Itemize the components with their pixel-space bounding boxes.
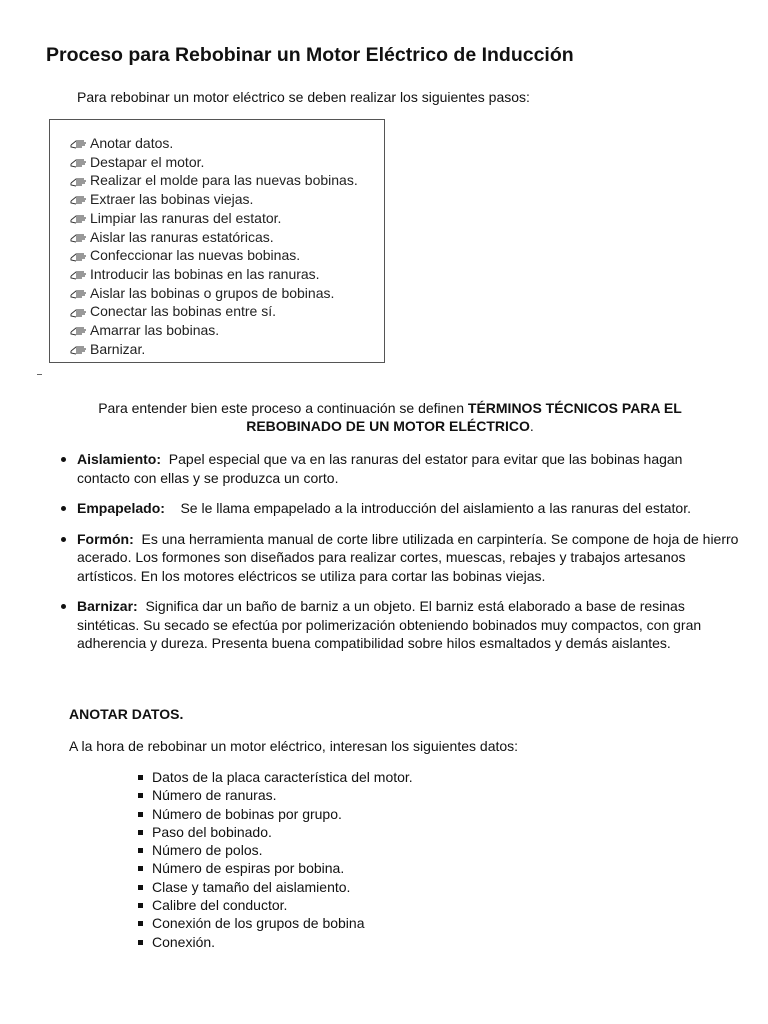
- list-item-label: Conexión de los grupos de bobina: [152, 915, 365, 932]
- step-label: Destapar el motor.: [90, 153, 205, 170]
- step-item: [70, 209, 384, 228]
- square-bullet-icon: [138, 921, 143, 926]
- list-item-label: Calibre del conductor.: [152, 897, 288, 914]
- list-item-label: Número de bobinas por grupo.: [152, 805, 342, 822]
- list-item: [137, 914, 413, 932]
- pointing-hand-icon: [70, 175, 90, 187]
- list-item: [137, 878, 413, 896]
- definition-text: Es una herramienta manual de corte libre utilizada en carpintería. Se compone de hoja de hierro acerado. Los formones son diseñados para realizar cortes, muescas, rebajes y trabajos artesanos artísticos. En los motores eléctricos se utiliza para cortar las bobinas viejas.: [77, 530, 739, 584]
- definition-item: [59, 597, 739, 653]
- list-item: [137, 768, 413, 786]
- step-item: [70, 284, 384, 303]
- square-bullet-icon: [138, 903, 143, 908]
- step-label: Conectar las bobinas entre sí.: [90, 303, 276, 320]
- definition-term: Formón:: [77, 530, 134, 547]
- pointing-hand-icon: [70, 156, 90, 168]
- list-item: [137, 896, 413, 914]
- list-item-label: Número de polos.: [152, 842, 263, 859]
- page-title: Proceso para Rebobinar un Motor Eléctrico de Inducción: [46, 44, 574, 66]
- terms-intro: [60, 399, 720, 435]
- bullet-icon: [61, 604, 66, 609]
- definition-term: Empapelado:: [77, 500, 165, 516]
- pointing-hand-icon: [70, 212, 90, 224]
- pointing-hand-icon: [70, 343, 90, 355]
- bullet-icon: [61, 537, 66, 542]
- step-item: [70, 265, 384, 284]
- step-item: [70, 171, 384, 190]
- definition-term: Aislamiento:: [77, 451, 162, 467]
- terms-intro-suffix: .: [529, 418, 534, 434]
- step-label: Extraer las bobinas viejas.: [90, 191, 254, 208]
- step-label: Aislar las ranuras estatóricas.: [90, 228, 274, 245]
- step-label: Anotar datos.: [90, 135, 174, 151]
- list-item: [137, 823, 413, 841]
- steps-box: [49, 119, 385, 363]
- definition-text: Papel especial que va en las ranuras del estator para evitar que las bobinas hagan contacto con ellas y se produzca un corto.: [77, 451, 683, 486]
- pointing-hand-icon: [70, 193, 90, 205]
- step-label: Amarrar las bobinas.: [90, 322, 220, 339]
- step-item: [70, 134, 384, 153]
- pointing-hand-icon: [70, 324, 90, 336]
- square-bullet-icon: [138, 812, 143, 817]
- step-item: [70, 302, 384, 321]
- pointing-hand-icon: [70, 287, 90, 299]
- step-item: [70, 321, 384, 340]
- step-item: [70, 190, 384, 209]
- list-item: [137, 786, 413, 804]
- definition-term: Barnizar:: [77, 598, 138, 614]
- step-label: Barnizar.: [90, 340, 146, 357]
- step-label: Introducir las bobinas en las ranuras.: [90, 265, 320, 282]
- step-item: [70, 246, 384, 265]
- section-heading: ANOTAR DATOS.: [69, 706, 184, 722]
- step-item: [70, 228, 384, 247]
- divider-mark: [37, 374, 42, 375]
- intro-text: Para rebobinar un motor eléctrico se deben realizar los siguientes pasos:: [77, 89, 530, 105]
- definition-text: Significa dar un baño de barniz a un objeto. El barniz está elaborado a base de resinas sintéticas. Su secado se efectúa por polimerización obteniendo bobinados muy compactos, con gran adherencia y dureza. Presenta buena compatibilidad sobre hilos esmaltados y demás aislantes.: [77, 598, 702, 651]
- pointing-hand-icon: [70, 231, 90, 243]
- list-item: [137, 859, 413, 877]
- square-bullet-icon: [138, 848, 143, 853]
- pointing-hand-icon: [70, 268, 90, 280]
- step-label: Aislar las bobinas o grupos de bobinas.: [90, 284, 335, 301]
- definition-item: [59, 530, 739, 586]
- definition-item: [59, 499, 739, 518]
- step-label: Realizar el molde para las nuevas bobinas.: [90, 172, 358, 189]
- list-item-label: Número de espiras por bobina.: [152, 860, 345, 877]
- definitions-list: [59, 450, 739, 665]
- square-bullet-icon: [138, 793, 143, 798]
- square-bullet-icon: [138, 940, 143, 945]
- list-item-label: Clase y tamaño del aislamiento.: [152, 878, 351, 895]
- list-item: [137, 933, 413, 951]
- definition-item: [59, 450, 739, 487]
- list-item-label: Datos de la placa característica del motor.: [152, 769, 413, 785]
- list-item: [137, 805, 413, 823]
- step-label: Confeccionar las nuevas bobinas.: [90, 247, 301, 264]
- terms-intro-prefix: Para entender bien este proceso a continuación se definen: [98, 400, 468, 416]
- step-item: [70, 340, 384, 359]
- list-item-label: Conexión.: [152, 933, 216, 950]
- list-item-label: Número de ranuras.: [152, 787, 277, 804]
- definition-text: Se le llama empapelado a la introducción del aislamiento a las ranuras del estator.: [180, 500, 691, 516]
- section-intro: A la hora de rebobinar un motor eléctrico, interesan los siguientes datos:: [69, 738, 519, 754]
- data-list: [137, 768, 413, 951]
- square-bullet-icon: [138, 775, 143, 780]
- list-item-label: Paso del bobinado.: [152, 823, 272, 840]
- step-item: [70, 153, 384, 172]
- list-item: [137, 841, 413, 859]
- square-bullet-icon: [138, 866, 143, 871]
- pointing-hand-icon: [70, 137, 90, 149]
- bullet-icon: [61, 506, 66, 511]
- terms-intro-bold: TÉRMINOS TÉCNICOS PARA EL REBOBINADO DE UN MOTOR ELÉCTRICO: [246, 400, 682, 434]
- pointing-hand-icon: [70, 250, 90, 262]
- bullet-icon: [61, 457, 66, 462]
- square-bullet-icon: [138, 830, 143, 835]
- pointing-hand-icon: [70, 306, 90, 318]
- step-label: Limpiar las ranuras del estator.: [90, 209, 282, 226]
- square-bullet-icon: [138, 885, 143, 890]
